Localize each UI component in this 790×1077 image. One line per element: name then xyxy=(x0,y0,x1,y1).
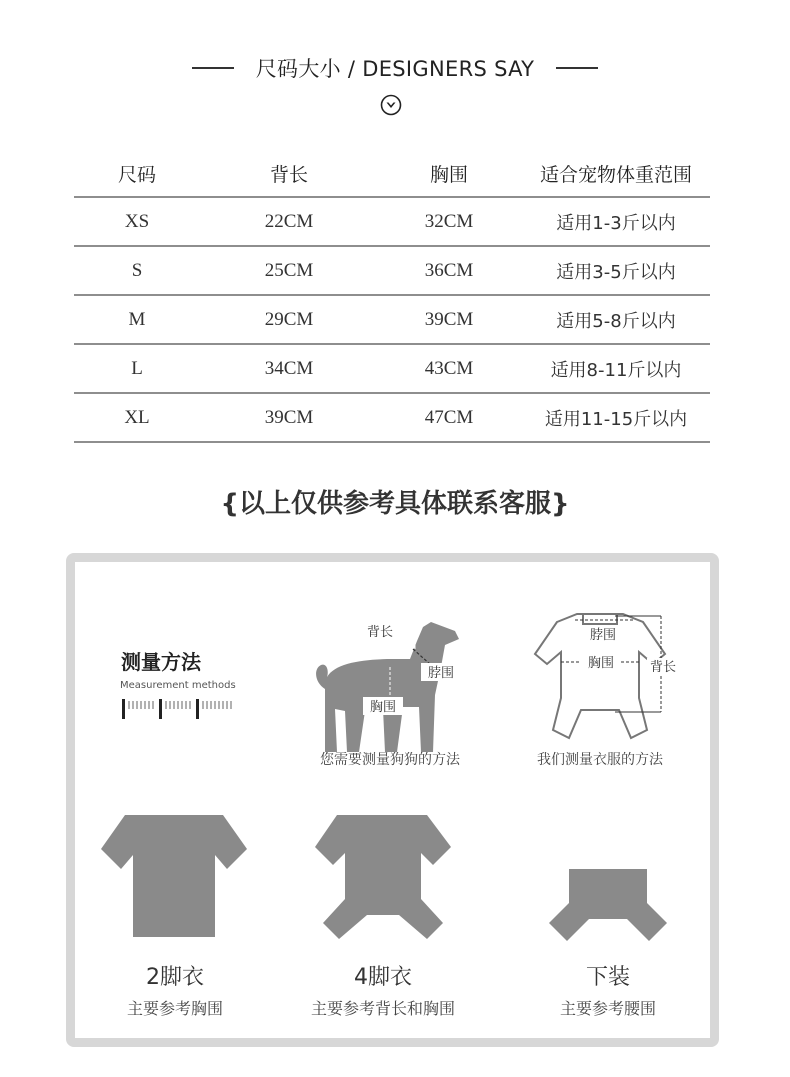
garment-title: 2脚衣 xyxy=(146,965,204,990)
garment-subtitle: 主要参考胸围 xyxy=(126,999,223,1018)
column-header-size: 尺码 xyxy=(117,163,156,186)
column-header-back-length: 背长 xyxy=(269,163,308,186)
table-row xyxy=(74,394,710,443)
weight-range-cell: 适用8-11斤以内 xyxy=(550,359,682,381)
measurement-panel xyxy=(66,553,719,1047)
header-line-left xyxy=(192,67,234,69)
reference-note: {以上仅供参考具体联系客服} xyxy=(220,489,570,519)
size-table xyxy=(74,150,710,443)
dog-icon xyxy=(305,597,475,767)
weight-range-cell: 适用11-15斤以内 xyxy=(544,408,688,430)
column-header-weight-range: 适合宠物体重范围 xyxy=(539,163,692,186)
shirt-label-back: 背长 xyxy=(649,660,677,675)
table-row xyxy=(74,345,710,394)
back-length-cell: 34CM xyxy=(264,357,314,379)
shirt-outline-icon xyxy=(515,602,685,752)
chest-cell: 39CM xyxy=(424,308,474,330)
weight-range-cell: 适用1-3斤以内 xyxy=(556,212,676,234)
weight-range-cell: 适用5-8斤以内 xyxy=(556,310,676,332)
shirt-label-neck: 脖围 xyxy=(589,628,617,643)
shirt-caption: 我们测量衣服的方法 xyxy=(537,752,663,768)
chest-cell: 32CM xyxy=(424,210,474,232)
back-length-cell: 22CM xyxy=(264,210,314,232)
table-row xyxy=(74,198,710,247)
ruler-icon xyxy=(120,695,240,723)
size-cell: L xyxy=(131,357,143,379)
four-leg-garment-icon xyxy=(303,807,463,947)
size-cell: S xyxy=(131,259,143,281)
size-cell: XS xyxy=(124,210,150,232)
measurement-subtitle: Measurement methods xyxy=(120,680,236,691)
garment-title: 下装 xyxy=(585,965,630,990)
pants-garment-icon xyxy=(543,857,673,947)
table-row xyxy=(74,296,710,345)
garment-subtitle: 主要参考背长和胸围 xyxy=(310,999,455,1018)
chest-cell: 36CM xyxy=(424,259,474,281)
two-leg-garment-icon xyxy=(95,807,255,947)
weight-range-cell: 适用3-5斤以内 xyxy=(556,261,676,283)
header-line-right xyxy=(556,67,598,69)
chest-cell: 47CM xyxy=(424,406,474,428)
section-title: 尺码大小 / DESIGNERS SAY xyxy=(255,57,535,81)
chest-cell: 43CM xyxy=(424,357,474,379)
chevron-down-circle-icon xyxy=(380,94,402,116)
size-cell: XL xyxy=(124,406,150,428)
measurement-title: 测量方法 xyxy=(121,650,201,674)
dog-label-chest: 胸围 xyxy=(369,700,397,715)
table-row xyxy=(74,247,710,296)
section-header xyxy=(0,50,790,86)
back-length-cell: 25CM xyxy=(264,259,314,281)
garment-title: 4脚衣 xyxy=(354,965,412,990)
shirt-label-chest: 胸围 xyxy=(587,656,615,671)
table-header-row xyxy=(74,150,710,198)
garment-subtitle: 主要参考腰围 xyxy=(559,999,656,1018)
column-header-chest: 胸围 xyxy=(429,163,468,186)
back-length-cell: 29CM xyxy=(264,308,314,330)
dog-label-neck: 脖围 xyxy=(427,666,455,681)
size-cell: M xyxy=(128,308,146,330)
dog-caption: 您需要测量狗狗的方法 xyxy=(320,752,460,768)
dog-label-back: 背长 xyxy=(366,625,394,640)
back-length-cell: 39CM xyxy=(264,406,314,428)
